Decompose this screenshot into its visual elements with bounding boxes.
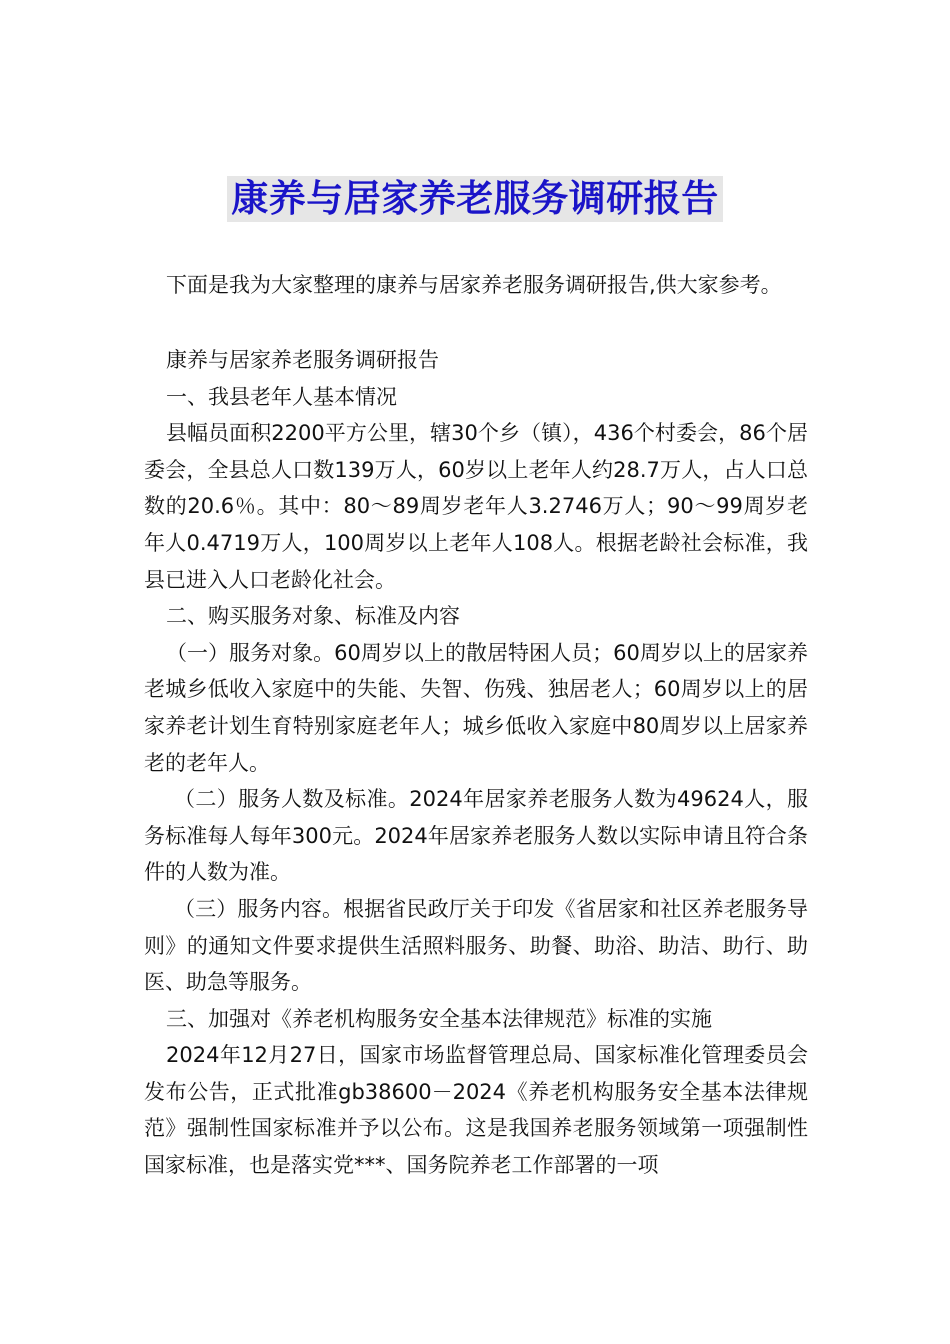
- document-body: [144, 342, 808, 1184]
- section-heading: 二、购买服务对象、标准及内容: [166, 604, 460, 629]
- section-heading: 一、我县老年人基本情况: [166, 384, 397, 409]
- document-title: 康养与居家养老服务调研报告: [227, 176, 723, 222]
- body-paragraph: 县幅员面积2200平方公里，辖30个乡（镇），436个村委会，86个居委会，全县总人口数139万人，60岁以上老年人约28.7万人，占人口总数的20.6％。其中：80～89周岁老年人3.2746万人；90～99周岁老年人0.4719万人，100周岁以上老年人108人。根据老龄社会标准，我县已进入人口老龄化社会。: [144, 421, 808, 592]
- title-wrap: [0, 176, 950, 222]
- body-paragraph: （三）服务内容。根据省民政厅关于印发《省居家和社区养老服务导则》的通知文件要求提供生活照料服务、助餐、助浴、助洁、助行、助医、助急等服务。: [144, 896, 808, 995]
- body-paragraph: 2024年12月27日，国家市场监督管理总局、国家标准化管理委员会发布公告，正式批准gb38600－2024《养老机构服务安全基本法律规范》强制性国家标准并予以公布。这是我国养老服务领域第一项强制性国家标准，也是落实党***、国务院养老工作部署的一项: [144, 1043, 808, 1178]
- body-paragraph: （一）服务对象。60周岁以上的散居特困人员；60周岁以上的居家养老城乡低收入家庭中的失能、失智、伤残、独居老人；60周岁以上的居家养老计划生育特别家庭老年人；城乡低收入家庭中80周岁以上居家养老的老年人。: [144, 640, 808, 775]
- body-paragraph: （二）服务人数及标准。2024年居家养老服务人数为49624人，服务标准每人每年300元。2024年居家养老服务人数以实际申请且符合条件的人数为准。: [144, 787, 808, 885]
- body-heading: 康养与居家养老服务调研报告: [166, 348, 439, 372]
- section-heading: 三、加强对《养老机构服务安全基本法律规范》标准的实施: [166, 1006, 712, 1031]
- intro-text: 下面是我为大家整理的康养与居家养老服务调研报告,供大家参考。: [166, 273, 782, 297]
